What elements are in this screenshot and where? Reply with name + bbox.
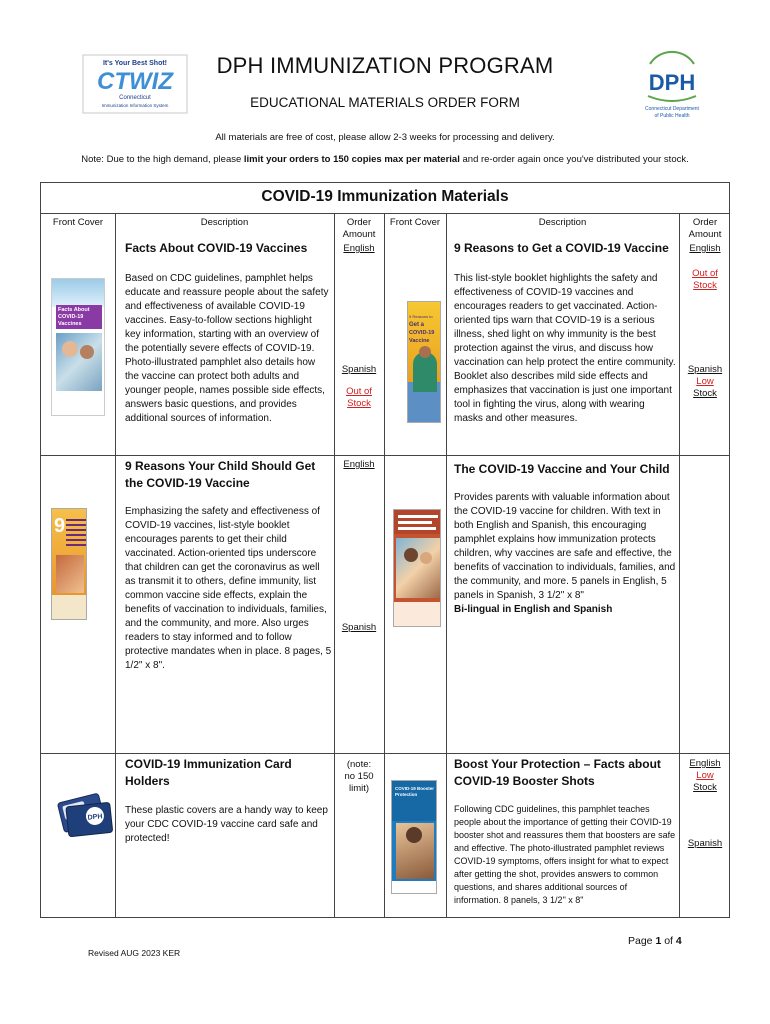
cover-9-reasons-line1: 9 Reasons to xyxy=(409,314,433,319)
item-title: 9 Reasons to Get a COVID-19 Vaccine xyxy=(454,241,669,255)
item-description: This list-style booklet highlights the safety and effectiveness of COVID-19 vaccines and encourages readers to get vaccinated. Action-oriented tips warn that COVID-19 is a serious illness, shed light on why immunity is the best protection against the virus, and discuss how vaccination can help protect the entire community. Booklet also describes mild side effects and emphasizes that vaccination is just one important tool in fighting the virus, along with wearing masks and other measures. xyxy=(454,273,676,424)
col-divider xyxy=(334,213,335,917)
header-order2-line1: Order xyxy=(692,217,718,228)
dph-logo-line2: of Public Health xyxy=(654,113,690,119)
page-number: 1 xyxy=(655,935,662,947)
section-title: COVID-19 Immunization Materials xyxy=(261,188,509,205)
order-english-label[interactable]: English xyxy=(343,459,375,470)
demand-note-bold: limit your orders to 150 copies max per material xyxy=(243,154,460,165)
item-title-line2: Holders xyxy=(125,774,170,788)
revision-note: Revised AUG 2023 KER xyxy=(88,948,181,958)
order-note-line1: (note: xyxy=(346,759,372,770)
dph-logo-line1: Connecticut Department xyxy=(645,106,699,112)
item-title-line1: COVID-19 Immunization Card xyxy=(125,757,292,771)
ctwiz-logo-wordmark: CTWIZ xyxy=(97,68,173,95)
dph-logo-wordmark: DPH xyxy=(648,70,696,95)
header-order2-line2: Amount xyxy=(688,229,722,240)
item-description: Following CDC guidelines, this pamphlet teaches people about the importance of getting their COVID-19 booster shot and reassures them that boosters are safe and effective. The photo-illustrated pamphlet reviews COVID-19 symptoms, offers insight for what to expect after getting the shot, provides answers to common questions, and shares additional sources of information. 8 panels, 3 1/2" x 8" xyxy=(454,804,676,905)
demand-note xyxy=(0,154,770,165)
order-note-line2: no 150 xyxy=(344,771,374,782)
cover-9-reasons-line4: Vaccine xyxy=(409,338,430,344)
item-description: Based on CDC guidelines, pamphlet helps educate and reassure people about the safety and effectiveness of available COVID-19 vaccines. Easy-to-follow sections highlight key information, starting with an overview of the potentially severe effects of COVID-19. Photo-illustrated pamphlet also details how the vaccine can protect both adults and younger people, names possible side effects, answers basic questions, and provides additional sources of information. xyxy=(125,273,329,424)
order-english-label[interactable]: English xyxy=(689,758,721,769)
stock-status-line1: Out of xyxy=(346,386,372,397)
item-title-line2: COVID-19 Booster Shots xyxy=(454,774,595,788)
col-divider xyxy=(384,213,385,917)
order-note-line3: limit) xyxy=(348,783,370,794)
order-english-link[interactable] xyxy=(679,758,731,770)
order-spanish-label[interactable]: Spanish xyxy=(341,364,377,375)
page-prefix: Page xyxy=(628,935,656,947)
ctwiz-logo-line2: Immunization Information System xyxy=(101,103,169,108)
header-order-line1: Order xyxy=(346,217,372,228)
item-description: These plastic covers are a handy way to keep your CDC COVID-19 vaccine card safe and protected! xyxy=(125,805,328,844)
ctwiz-logo-line1: Connecticut xyxy=(119,95,151,101)
item-title xyxy=(454,756,678,790)
order-spanish-label[interactable]: Spanish xyxy=(341,622,377,633)
order-english-link[interactable] xyxy=(679,243,731,255)
cover-booster xyxy=(391,780,437,894)
item-description xyxy=(454,491,676,617)
stock-status-line2: Stock xyxy=(693,280,717,291)
item-description: Emphasizing the safety and effectiveness of COVID-19 vaccines, list-style booklet encourages parents to get their child vaccinated. Action-oriented tips underscore that children can get the coronavirus as well as transmit it to others, define immunity, list common vaccine side effects, explain the benefits of vaccination to individuals, families, and the community, and more. Also urges readers to stay informed and to follow protective mandates when in place. 8 pages, 5 1/2" x 8". xyxy=(125,506,332,671)
item-description-text: Provides parents with valuable information about the COVID-19 vaccine for children. With text in both English and Spanish, this encouraging pamphlet explains how immunization protects children, why vaccines are safe and effective, the benefits of vaccination to individuals, families, and the community, and more. 5 panels in English, 5 panels in Spanish, 3 1/2" x 8" xyxy=(454,492,676,601)
materials-table xyxy=(40,182,730,918)
page-of: of xyxy=(661,935,676,947)
cover-vaccine-your-child xyxy=(393,509,441,627)
stock-status xyxy=(679,770,731,794)
item-title xyxy=(125,756,330,790)
item-title: Facts About COVID-19 Vaccines xyxy=(125,241,308,255)
header-front-cover-2: Front Cover xyxy=(389,217,441,228)
table-divider xyxy=(41,213,729,214)
stock-status xyxy=(679,376,731,400)
header-description: Description xyxy=(200,217,249,228)
order-spanish-label[interactable]: Spanish xyxy=(687,838,723,849)
cover-9-reasons xyxy=(407,301,441,423)
stock-status-line1: Out of xyxy=(692,268,718,279)
item-title xyxy=(125,458,330,492)
cover-booster-title: COVID-19 Booster Protection xyxy=(395,786,435,797)
stock-status-line1: Low xyxy=(696,376,714,387)
stock-status-line2: Stock xyxy=(693,388,717,399)
item-title: The COVID-19 Vaccine and Your Child xyxy=(454,462,670,476)
col-divider xyxy=(446,213,447,917)
card-holder-logo-text: DPH xyxy=(87,813,103,822)
free-note: All materials are free of cost, please allow 2-3 weeks for processing and delivery. xyxy=(215,132,555,143)
page-subtitle: EDUCATIONAL MATERIALS ORDER FORM xyxy=(250,95,520,110)
page-title: DPH IMMUNIZATION PROGRAM xyxy=(216,53,554,78)
item-title-line1: 9 Reasons Your Child Should Get xyxy=(125,459,316,473)
order-spanish-link[interactable] xyxy=(334,364,384,376)
stock-status-line2: Stock xyxy=(347,398,371,409)
order-spanish-link[interactable] xyxy=(679,838,731,850)
item-description-bold: Bi-lingual in English and Spanish xyxy=(454,604,613,615)
ctwiz-logo-tagline: It's Your Best Shot! xyxy=(102,60,168,67)
order-english-label[interactable]: English xyxy=(343,243,375,254)
header-order-amount xyxy=(334,217,384,241)
item-title-line1: Boost Your Protection – Facts about xyxy=(454,757,661,771)
cover-facts-about-covid xyxy=(51,278,105,416)
page-total: 4 xyxy=(675,935,682,947)
header-front-cover: Front Cover xyxy=(52,217,104,228)
order-spanish-link[interactable] xyxy=(679,364,731,376)
col-divider xyxy=(679,213,680,917)
cover-card-holders xyxy=(55,787,115,843)
header-order-line2: Amount xyxy=(342,229,376,240)
demand-note-suffix: and re-order again once you've distributed your stock. xyxy=(459,154,689,165)
order-note xyxy=(334,759,384,795)
cover-9-reasons-line3: COVID-19 xyxy=(409,330,435,336)
demand-note-prefix: Note: Due to the high demand, please xyxy=(81,154,244,165)
stock-status-line1: Low xyxy=(696,770,714,781)
header-description-2: Description xyxy=(538,217,587,228)
stock-status xyxy=(334,386,384,410)
item-title-line2: the COVID-19 Vaccine xyxy=(125,476,250,490)
cover-facts-title: Facts About COVID-19 Vaccines xyxy=(56,305,102,329)
order-english-link[interactable] xyxy=(334,243,384,255)
order-spanish-label[interactable]: Spanish xyxy=(687,364,723,375)
col-divider xyxy=(115,213,116,917)
stock-status-line2: Stock xyxy=(693,782,717,793)
table-divider xyxy=(41,753,729,754)
order-spanish-link[interactable] xyxy=(334,622,384,634)
page-indicator xyxy=(628,935,682,947)
cover-9-reasons-line2: Get a xyxy=(409,322,425,328)
order-english-link[interactable] xyxy=(334,459,384,471)
header-order-amount-2 xyxy=(679,217,731,241)
order-english-label[interactable]: English xyxy=(689,243,721,254)
table-divider xyxy=(41,455,729,456)
stock-status xyxy=(679,268,731,292)
cover-9-reasons-child: 9 xyxy=(51,508,87,620)
